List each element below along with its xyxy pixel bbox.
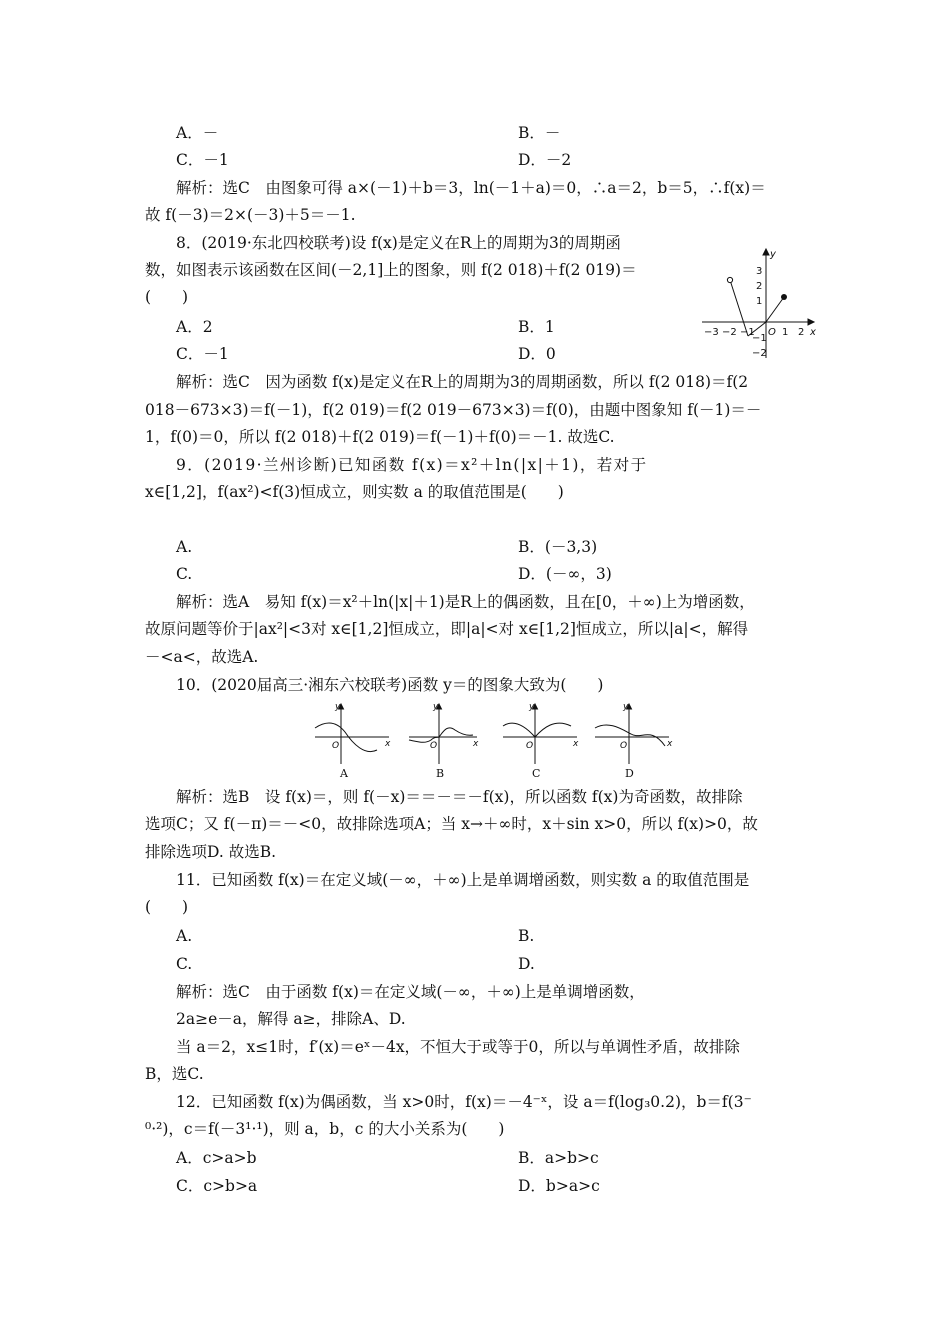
q11-option-a: A. — [176, 927, 193, 945]
y-tick-label: −2 — [752, 348, 767, 359]
q12-stem-line-2: ⁰·²)，c＝f(－3¹·¹)，则 a，b，c 的大小关系为( ) — [145, 1120, 505, 1138]
q11-solution-line-2: 2a≥e－a，解得 a≥，排除A、D. — [176, 1010, 406, 1028]
q12-option-b: B．a>b>c — [518, 1149, 599, 1167]
q11-stem-line-1: 11．已知函数 f(x)＝在定义域(－∞，＋∞)上是单调增函数，则实数 a 的取值范围是 — [176, 871, 750, 889]
axis-label-y: y — [433, 702, 439, 712]
q8-option-d: D．0 — [518, 345, 556, 363]
q11-option-b: B. — [518, 927, 535, 945]
graph-label-b: B — [436, 767, 445, 780]
q11-solution-line-1: 解析：选C 由于函数 f(x)＝在定义域(－∞，＋∞)上是单调增函数， — [176, 983, 645, 1001]
axis-label-x: x — [573, 739, 579, 749]
closed-endpoint — [781, 294, 787, 300]
origin-label: O — [332, 741, 340, 751]
q11-solution-line-3: 当 a＝2，x≤1时，f′(x)＝eˣ－4x，不恒大于或等于0，所以与单调性矛盾，故排除 — [176, 1038, 740, 1056]
x-tick-label: 2 — [798, 327, 805, 338]
q9-option-d: D．(－∞，3) — [518, 565, 612, 583]
q9-option-c: C. — [176, 565, 193, 583]
q9-stem-line-2: x∈[1,2]，f(ax²)<f(3)恒成立，则实数 a 的取值范围是( ) — [145, 483, 564, 501]
graph-label-c: C — [532, 767, 541, 780]
q8-option-b: B．1 — [518, 318, 555, 336]
y-tick-label: −1 — [752, 333, 767, 344]
q9-solution-line-3: －<a<，故选A. — [145, 648, 259, 666]
q8-solution-line-2: 018－673×3)＝f(－1)，f(2 019)＝f(2 019－673×3)＝f(0)，由题中图象知 f(－1)＝－ — [145, 401, 762, 419]
origin-label: O — [526, 741, 534, 751]
graph-label-d: D — [625, 767, 634, 780]
axis-label-x: x — [385, 739, 391, 749]
q10-solution-line-3: 排除选项D. 故选B. — [145, 843, 277, 861]
graph-curve-b — [409, 728, 473, 742]
y-tick-label: 2 — [756, 281, 763, 292]
q7-solution-line-2: 故 f(－3)＝2×(－3)＋5＝－1. — [145, 206, 356, 224]
q7-solution-line-1: 解析：选C 由图象可得 a×(－1)＋b＝3，ln(－1＋a)＝0，∴a＝2，b＝5，∴f(x)＝ — [176, 179, 766, 197]
graph-label-a: A — [340, 767, 348, 780]
x-tick-label: −2 — [722, 327, 737, 338]
y-tick-label: 3 — [756, 266, 763, 277]
x-tick-label: 1 — [782, 327, 789, 338]
q7-option-b: B．－ — [518, 124, 561, 142]
axis-label-y: y — [335, 702, 341, 712]
q9-solution-line-2: 故原问题等价于|ax²|<3对 x∈[1,2]恒成立，即|a|<对 x∈[1,2]恒成立，所以|a|<，解得 — [145, 620, 749, 638]
q8-stem-line-1: 8．(2019·东北四校联考)设 f(x)是定义在R上的周期为3的周期函 — [176, 234, 621, 252]
q8-function-graph — [700, 243, 820, 361]
graph-curve-c — [503, 723, 571, 737]
q12-option-c: C．c>b>a — [176, 1177, 258, 1195]
q8-option-c: C．－1 — [176, 345, 229, 363]
q8-stem-line-3: ( ) — [145, 288, 189, 306]
q10-answer-graphs — [305, 700, 685, 782]
q8-option-a: A．2 — [176, 318, 213, 336]
q7-option-c: C．－1 — [176, 151, 229, 169]
q10-solution-line-2: 选项C；又 f(－π)＝－<0，故排除选项A；当 x→＋∞时，x＋sin x>0，所以 f(x)>0，故 — [145, 815, 758, 833]
q9-stem-line-1: 9．(2019·兰州诊断)已知函数 f(x)＝x²＋ln(|x|＋1)，若对于 — [176, 456, 648, 474]
axis-label-x: x — [473, 739, 479, 749]
axis-label-x: x — [667, 739, 673, 749]
axis-label-y: y — [770, 249, 776, 260]
q8-solution-line-3: 1，f(0)＝0，所以 f(2 018)＋f(2 019)＝f(－1)＋f(0)＝－1. 故选C. — [145, 428, 615, 446]
origin-label: O — [768, 327, 776, 338]
q7-option-d: D．－2 — [518, 151, 572, 169]
x-tick-label: −3 — [704, 327, 719, 338]
q11-stem-line-2: ( ) — [145, 898, 189, 916]
origin-label: O — [620, 741, 628, 751]
y-axis-arrow — [763, 249, 769, 255]
axis-label-y: y — [623, 702, 629, 712]
q10-solution-line-1: 解析：选B 设 f(x)＝，则 f(－x)＝＝－＝－f(x)，所以函数 f(x)为奇函数，故排除 — [176, 788, 743, 806]
q9-option-a: A. — [176, 538, 193, 556]
q11-option-d: D. — [518, 955, 535, 973]
q12-option-a: A．c>a>b — [176, 1149, 257, 1167]
q11-option-c: C. — [176, 955, 193, 973]
q10-stem: 10．(2020届高三·湘东六校联考)函数 y＝的图象大致为( ) — [176, 676, 604, 694]
graph-curve-d — [595, 725, 665, 746]
x-tick-label: −1 — [740, 327, 755, 338]
graph-segment-right — [766, 297, 784, 322]
q12-option-d: D．b>a>c — [518, 1177, 600, 1195]
axis-label-y: y — [529, 702, 535, 712]
q11-solution-line-4: B，选C. — [145, 1065, 204, 1083]
q7-option-a: A．－ — [176, 124, 219, 142]
axis-label-x: x — [810, 327, 816, 338]
open-endpoint — [727, 277, 732, 282]
q12-stem-line-1: 12．已知函数 f(x)为偶函数，当 x>0时，f(x)＝－4⁻ˣ，设 a＝f(log₃0.2)，b＝f(3⁻ — [176, 1093, 752, 1111]
q9-option-b: B．(－3,3) — [518, 538, 598, 556]
q8-stem-line-2: 数，如图表示该函数在区间(－2,1]上的图象，则 f(2 018)＋f(2 019)＝ — [145, 261, 637, 279]
x-axis-arrow — [808, 319, 814, 325]
q9-solution-line-1: 解析：选A 易知 f(x)＝x²＋ln(|x|＋1)是R上的偶函数，且在[0，＋∞)上为增函数， — [176, 593, 755, 611]
y-tick-label: 1 — [756, 296, 763, 307]
origin-label: O — [430, 741, 438, 751]
q8-solution-line-1: 解析：选C 因为函数 f(x)是定义在R上的周期为3的周期函数，所以 f(2 018)＝f(2 — [176, 373, 749, 391]
